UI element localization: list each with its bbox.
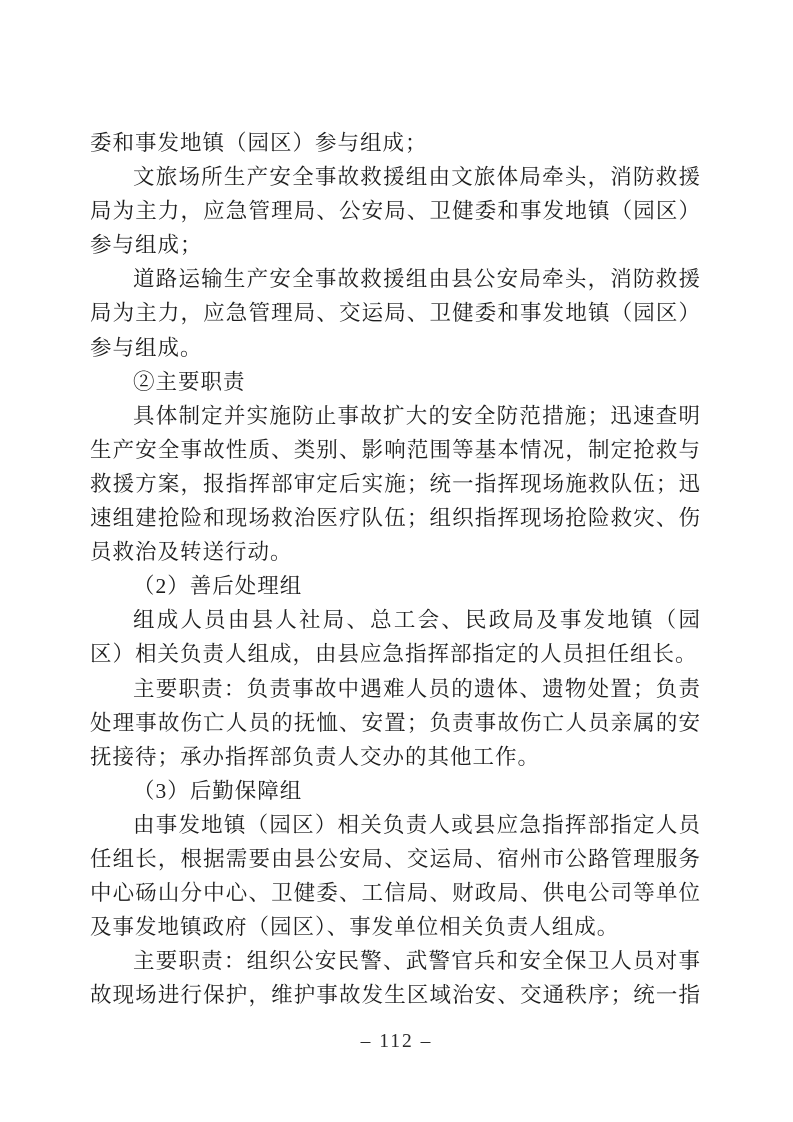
text-line: 任组长，根据需要由县公安局、交运局、宿州市公路管理服务 bbox=[90, 846, 701, 871]
text-line: 主要职责：组织公安民警、武警官兵和安全保卫人员对事 bbox=[133, 949, 701, 974]
text-line: （2）善后处理组 bbox=[133, 574, 303, 599]
text-line: 生产安全事故性质、类别、影响范围等基本情况，制定抢救与 bbox=[90, 437, 701, 462]
text-line: 救援方案，报指挥部审定后实施；统一指挥现场施救队伍；迅 bbox=[90, 471, 701, 496]
text-line: 主要职责：负责事故中遇难人员的遗体、遗物处置；负责 bbox=[133, 676, 701, 701]
text-line: 处理事故伤亡人员的抚恤、安置；负责事故伤亡人员亲属的安 bbox=[90, 710, 701, 735]
text-line: 及事发地镇政府（园区）、事发单位相关负责人组成。 bbox=[90, 915, 620, 940]
text-line: 抚接待；承办指挥部负责人交办的其他工作。 bbox=[90, 744, 541, 769]
text-line: 员救治及转送行动。 bbox=[90, 540, 293, 565]
text-line: 由事发地镇（园区）相关负责人或县应急指挥部指定人员 bbox=[133, 812, 701, 837]
text-line: 局为主力，应急管理局、公安局、卫健委和事发地镇（园区） bbox=[90, 199, 701, 224]
text-line: 局为主力，应急管理局、交运局、卫健委和事发地镇（园区） bbox=[90, 301, 701, 326]
text-line: 参与组成； bbox=[90, 233, 203, 258]
text-line: 具体制定并实施防止事故扩大的安全防范措施；迅速查明 bbox=[133, 403, 701, 428]
text-line: 中心砀山分中心、卫健委、工信局、财政局、供电公司等单位 bbox=[90, 881, 701, 906]
page-number: – 112 – bbox=[360, 1031, 433, 1052]
text-line: 参与组成。 bbox=[90, 335, 203, 360]
text-line: 区）相关负责人组成，由县应急指挥部指定的人员担任组长。 bbox=[90, 642, 698, 667]
document-body bbox=[90, 126, 701, 1012]
text-line: 道路运输生产安全事故救援组由县公安局牵头，消防救援 bbox=[133, 267, 701, 292]
text-line: 委和事发地镇（园区）参与组成； bbox=[90, 131, 428, 155]
text-line: 速组建抢险和现场救治医疗队伍；组织指挥现场抢险救灾、伤 bbox=[90, 506, 701, 531]
text-line: 故现场进行保护，维护事故发生区域治安、交通秩序；统一指 bbox=[90, 983, 701, 1008]
text-line: 组成人员由县人社局、总工会、民政局及事发地镇（园 bbox=[133, 608, 701, 633]
text-line: 文旅场所生产安全事故救援组由文旅体局牵头，消防救援 bbox=[133, 165, 701, 190]
text-line: （3）后勤保障组 bbox=[133, 778, 303, 803]
text-line: ②主要职责 bbox=[133, 369, 246, 394]
